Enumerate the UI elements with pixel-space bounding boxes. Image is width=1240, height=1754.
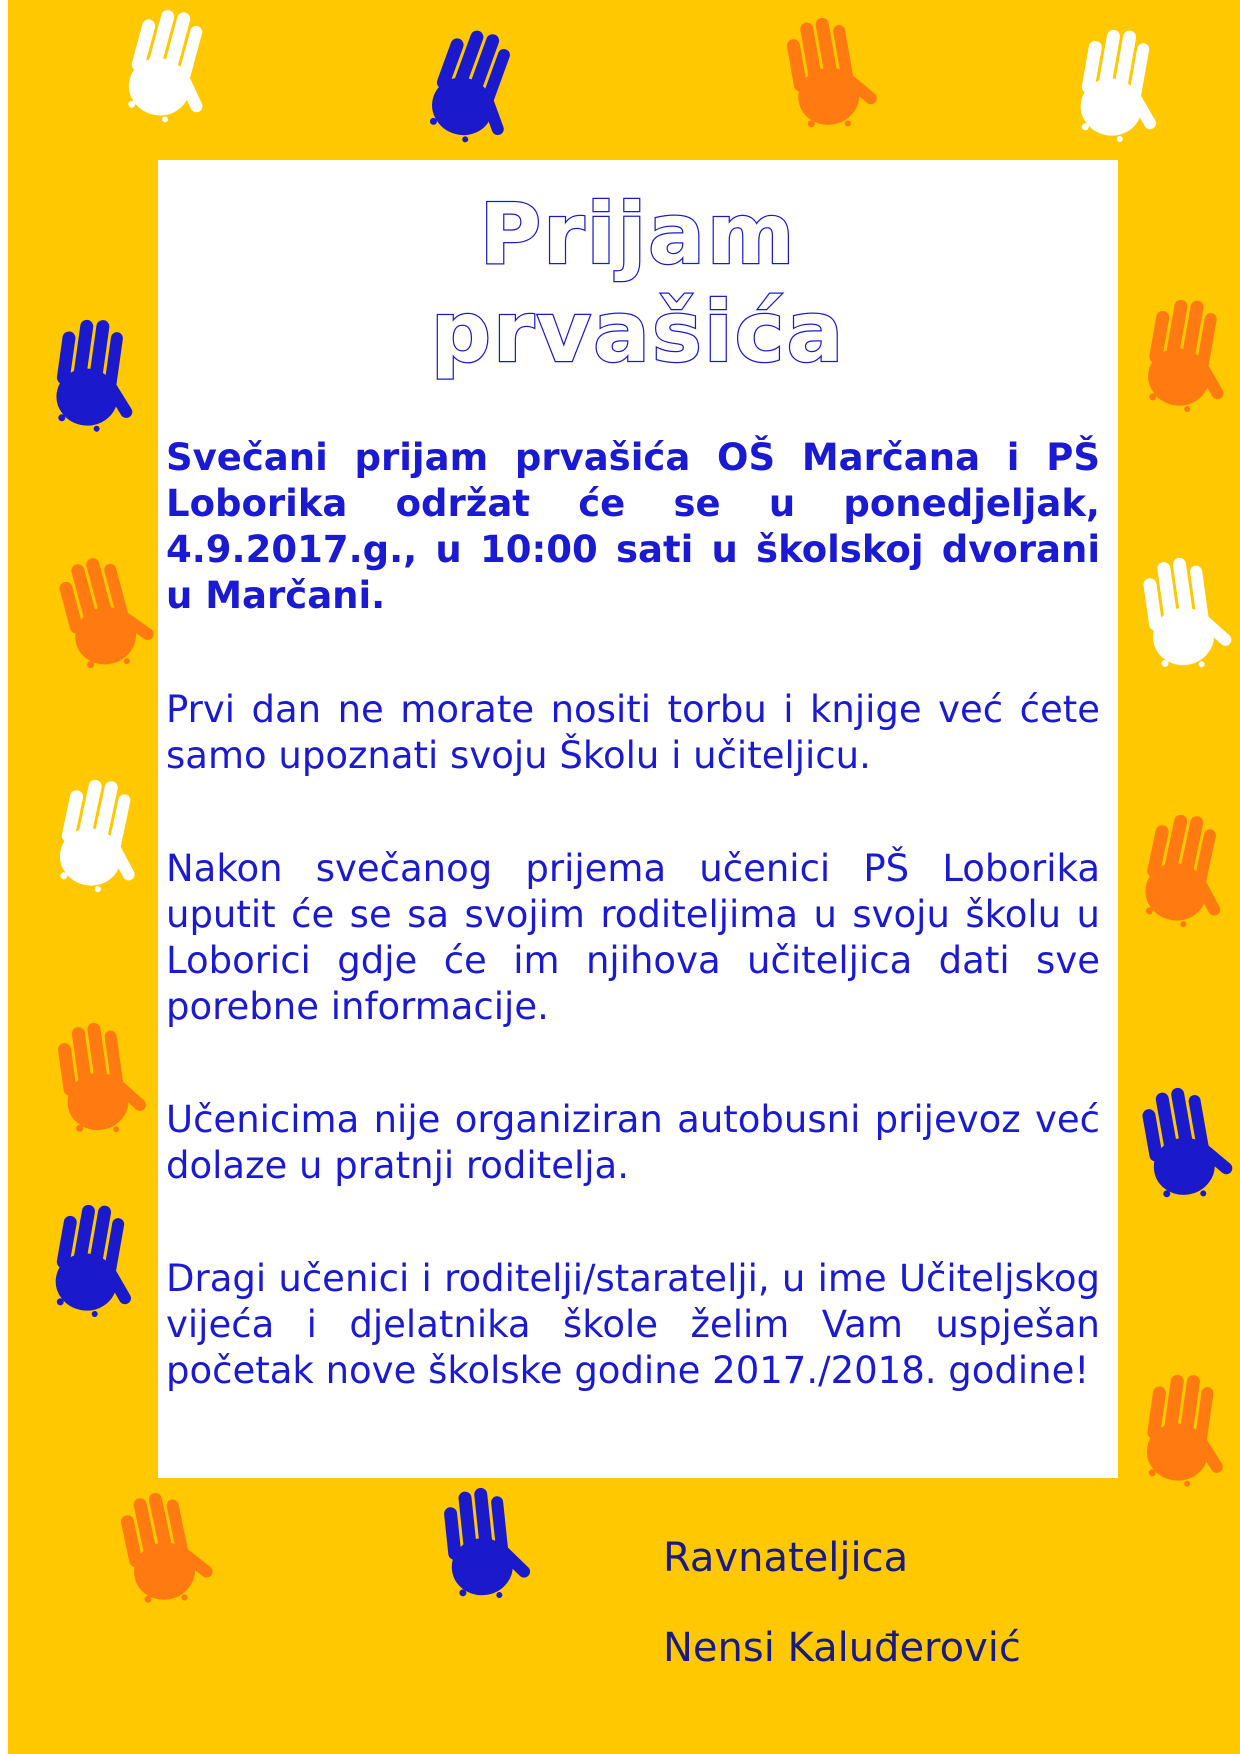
paragraph-transport: Učenicima nije organiziran autobusni prijevoz već dolaze u pratnji roditelja. (166, 1098, 1100, 1187)
page-title-line2: prvašića (430, 283, 846, 381)
handprint-icon (30, 1013, 156, 1147)
poster (8, 0, 1240, 1754)
handprint-icon (1118, 548, 1239, 681)
paragraph-first-day: Prvi dan ne morate nositi torbu i knjige već ćete samo upoznati svoju Školu i učiteljicu. (166, 688, 1100, 777)
handprint-icon (94, 0, 231, 137)
paragraph-greeting: Dragi učenici i roditelji/staratelji, u ime Učiteljskog vijeća i djelatnika škole želim Vam uspješan početak nove školske godine 2017./2018. godine! (166, 1257, 1100, 1392)
handprint-icon (27, 765, 160, 905)
handprint-icon (417, 1480, 539, 1611)
handprint-icon (396, 10, 540, 160)
paragraph-loborika: Nakon svečanog prijema učenici PŠ Loborika uputit će se sa svojim roditeljima u svoju školu u Loborici gdje će im njihova učiteljica dati sve porebne informacije. (166, 847, 1100, 1028)
handprint-icon (23, 1191, 152, 1328)
signature-role: Ravnateljica (663, 1535, 909, 1581)
handprint-icon (1048, 16, 1177, 153)
handprint-icon (1115, 800, 1240, 939)
handprint-icon (92, 1480, 225, 1620)
handprint-icon (758, 6, 887, 143)
handprint-icon (25, 308, 151, 442)
handprint-icon (29, 543, 166, 687)
handprint-icon (1118, 287, 1240, 423)
signature-name: Nensi Kaluđerović (663, 1625, 1021, 1671)
page-title: Prijam (479, 185, 797, 283)
paragraph-announcement: Svečani prijam prvašića OŠ Marčana i PŠ Loborika održat će se u ponedjeljak, 4.9.2017.g., u 10:00 sati u školskoj dvorani u Marčani. (166, 436, 1100, 617)
content-panel (158, 160, 1118, 1478)
handprint-icon (1116, 1077, 1240, 1213)
handprint-icon (1118, 1363, 1239, 1496)
